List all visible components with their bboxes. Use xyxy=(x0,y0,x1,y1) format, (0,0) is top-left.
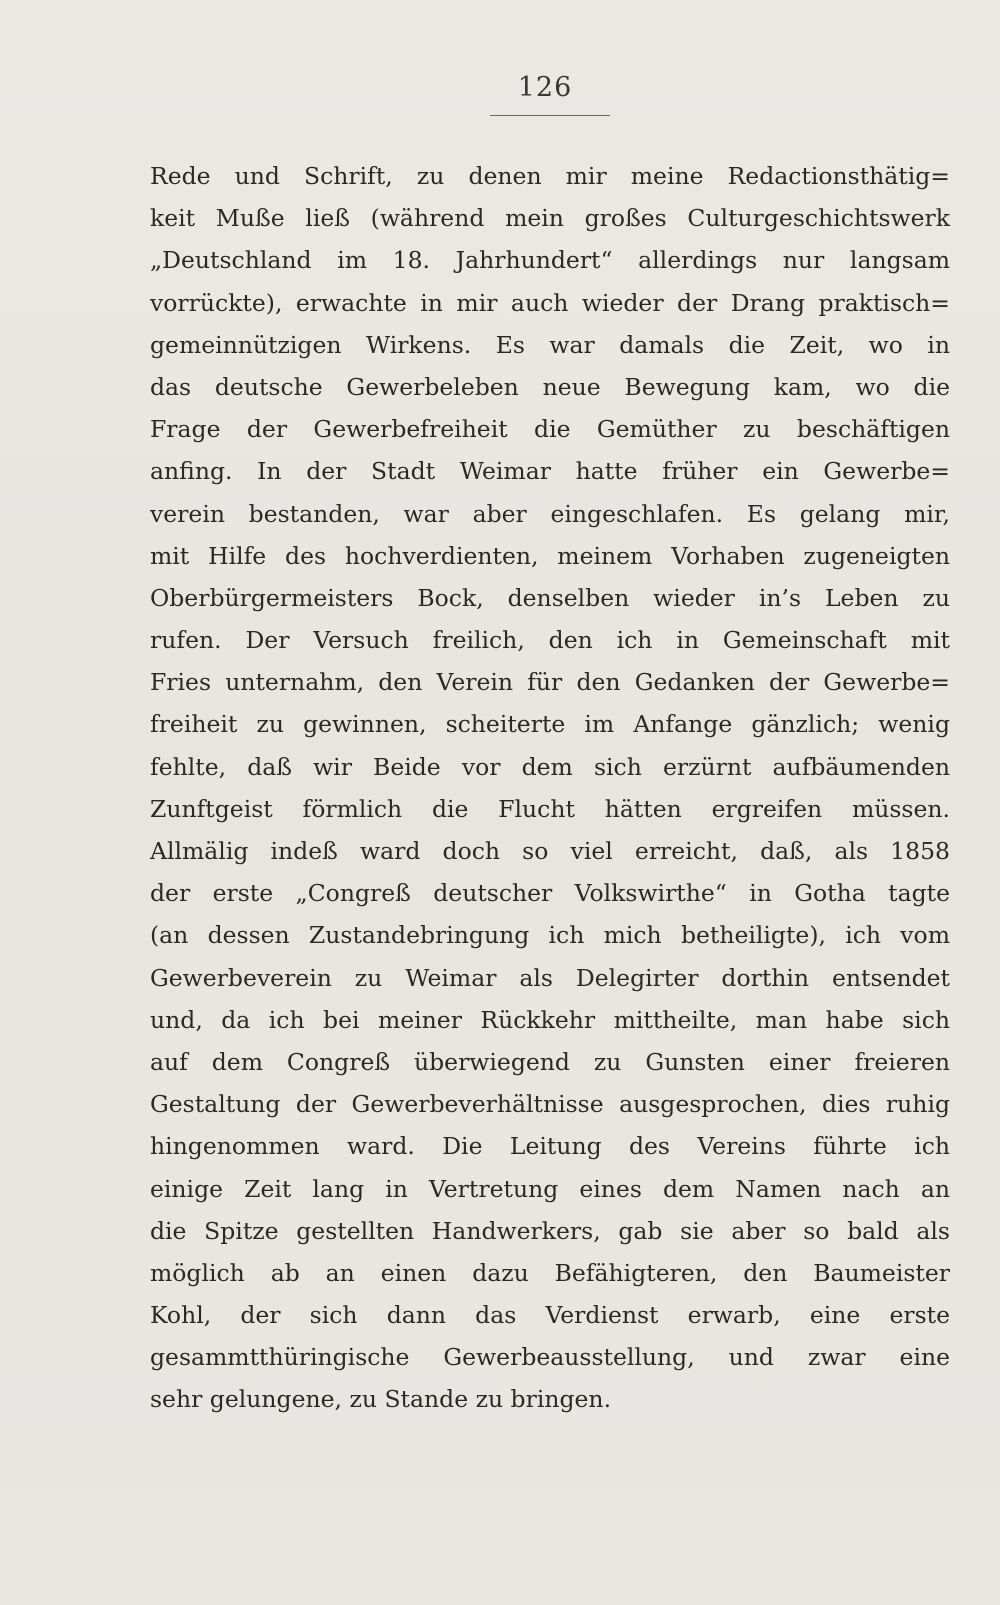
text-line: die Spitze gestellten Handwerkers, gab sie aber so bald als xyxy=(150,1216,950,1245)
text-line: und, da ich bei meiner Rückkehr mittheilte, man habe sich xyxy=(150,1005,950,1034)
text-line: vorrückte), erwachte in mir auch wieder der Drang praktisch= xyxy=(150,288,950,317)
text-line: auf dem Congreß überwiegend zu Gunsten einer freieren xyxy=(150,1047,950,1076)
text-line: Fries unternahm, den Verein für den Gedanken der Gewerbe= xyxy=(150,668,950,697)
text-line: hingenommen ward. Die Leitung des Vereins führte ich xyxy=(150,1132,950,1161)
text-line: gemeinnützigen Wirkens. Es war damals die Zeit, wo in xyxy=(150,330,950,359)
text-line: der erste „Congreß deutscher Volkswirthe“ in Gotha tagte xyxy=(150,879,950,908)
page-number: 126 xyxy=(517,72,573,103)
text-line: Gewerbeverein zu Weimar als Delegirter dorthin entsendet xyxy=(150,963,950,992)
text-line: das deutsche Gewerbeleben neue Bewegung kam, wo die xyxy=(150,372,950,401)
text-line: freiheit zu gewinnen, scheiterte im Anfange gänzlich; wenig xyxy=(150,710,950,739)
text-line: rufen. Der Versuch freilich, den ich in Gemeinschaft mit xyxy=(150,626,950,655)
text-line: Allmälig indeß ward doch so viel erreicht, daß, als 1858 xyxy=(150,837,950,865)
text-line: sehr gelungene, zu Stande zu bringen. xyxy=(150,1385,612,1414)
text-line: Oberbürgermeisters Bock, denselben wieder in’s Leben zu xyxy=(150,583,950,612)
text-line: fehlte, daß wir Beide vor dem sich erzürnt aufbäumenden xyxy=(150,752,950,781)
text-line: „Deutschland im 18. Jahrhundert“ allerdings nur langsam xyxy=(150,246,950,275)
text-line: Frage der Gewerbefreiheit die Gemüther zu beschäftigen xyxy=(150,415,950,444)
text-line: anfing. In der Stadt Weimar hatte früher ein Gewerbe= xyxy=(150,457,950,486)
header-rule xyxy=(490,115,610,116)
text-line: Kohl, der sich dann das Verdienst erwarb, eine erste xyxy=(150,1301,950,1330)
text-line: gesammtthüringische Gewerbeausstellung, und zwar eine xyxy=(150,1343,950,1372)
text-line: verein bestanden, war aber eingeschlafen. Es gelang mir, xyxy=(150,499,950,528)
text-line: (an dessen Zustandebringung ich mich betheiligte), ich vom xyxy=(150,921,950,950)
text-line: Zunftgeist förmlich die Flucht hätten ergreifen müssen. xyxy=(150,794,950,823)
text-line: keit Muße ließ (während mein großes Culturgeschichtswerk xyxy=(150,204,950,233)
text-line: Rede und Schrift, zu denen mir meine Redactionsthätig= xyxy=(150,162,950,190)
text-line: mit Hilfe des hochverdienten, meinem Vorhaben zugeneigten xyxy=(150,541,950,570)
body-text xyxy=(150,155,950,1421)
text-line: möglich ab an einen dazu Befähigteren, den Baumeister xyxy=(150,1258,950,1287)
text-line: Gestaltung der Gewerbeverhältnisse ausgesprochen, dies ruhig xyxy=(150,1090,950,1119)
text-line: einige Zeit lang in Vertretung eines dem Namen nach an xyxy=(150,1174,950,1203)
